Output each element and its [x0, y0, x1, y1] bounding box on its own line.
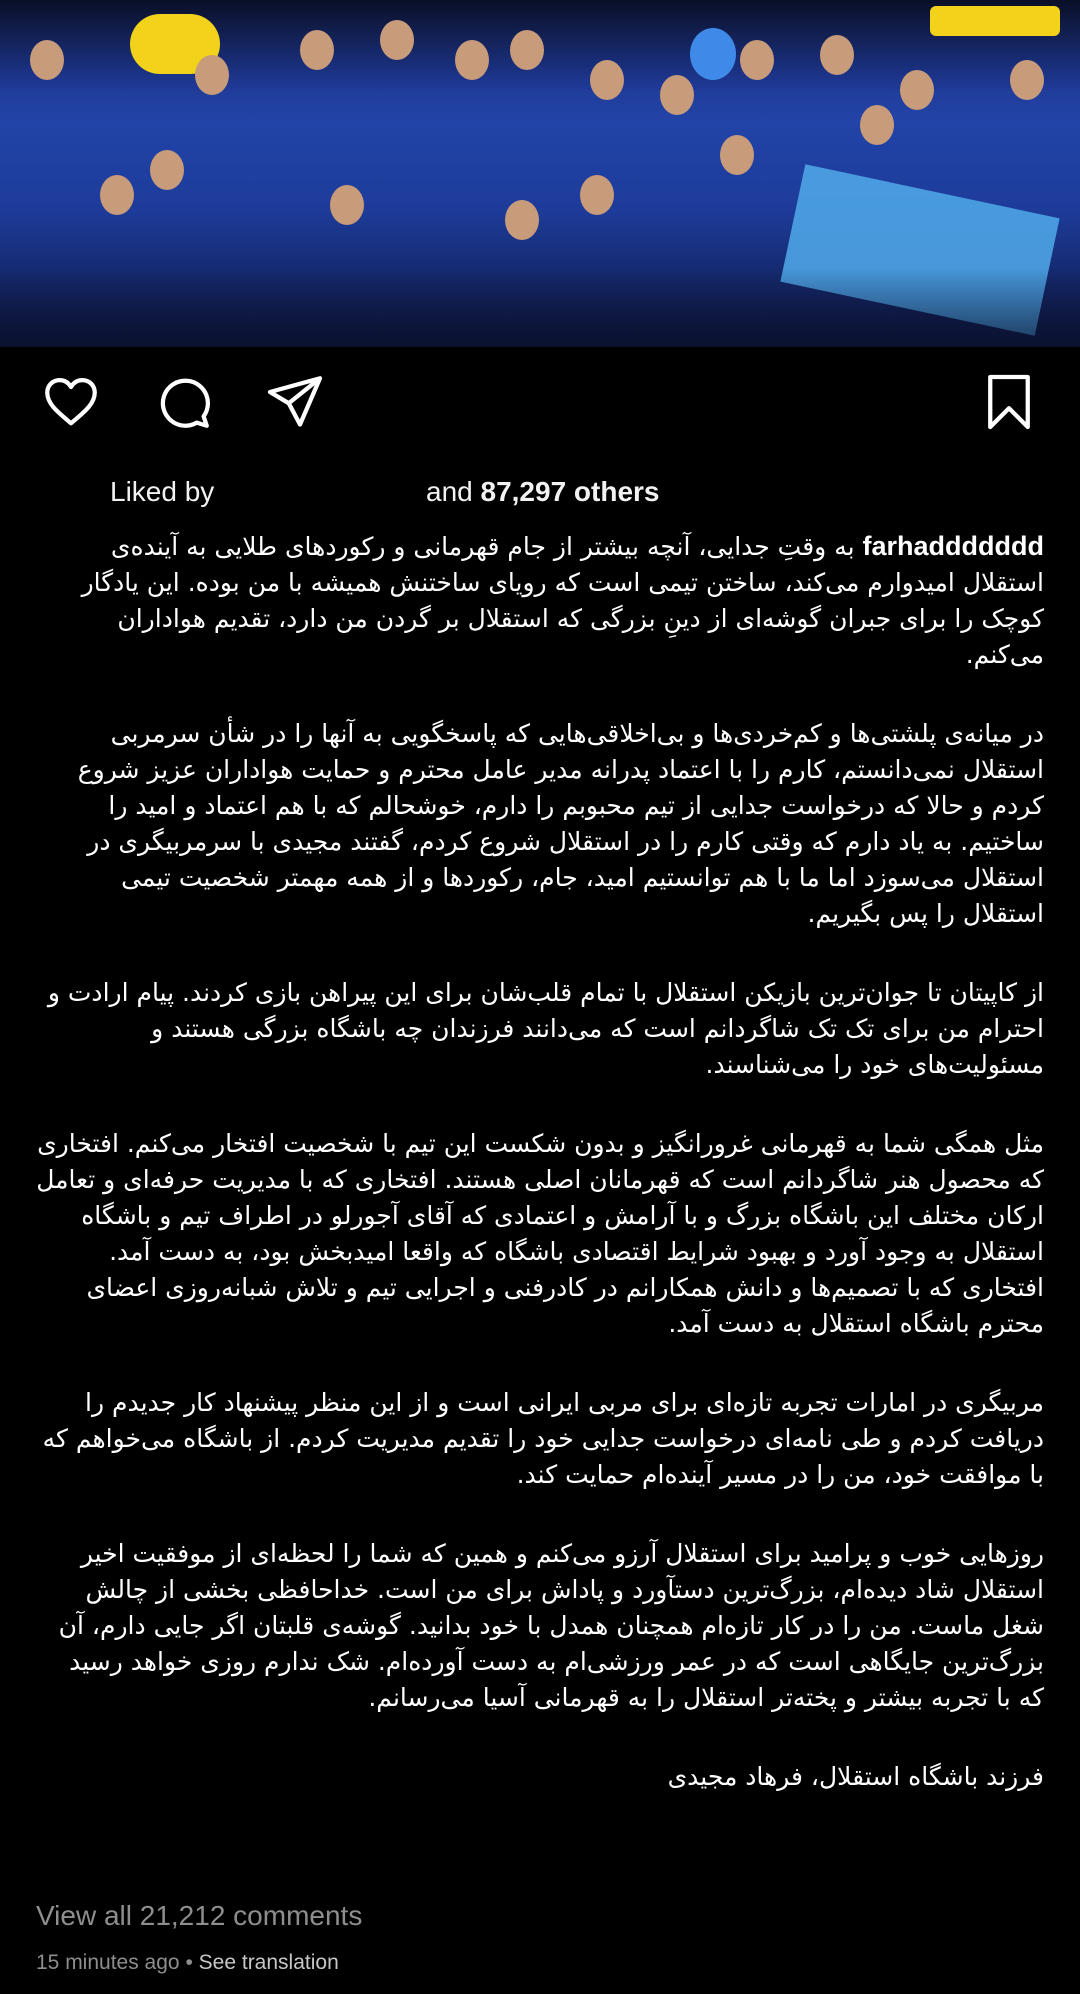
photo-shade — [0, 267, 1080, 347]
photo-person — [740, 40, 774, 80]
caption-paragraph: روزهایی خوب و پرامید برای استقلال آرزو می‌کنم و همین که شما را لحظه‌ای از موفقیت اخیر استقلال شاد دیده‌ام، بزرگ‌ترین دستآورد و پاداش برای من است. خداحافظی بخشی از چالش شغل ماست. من را در کار تازه‌ام همچنان همدل با خود بدانید. گوشه‌ی قلبتان اگر جایی دارم، آن بزرگ‌ترین جایگاهی است که در عمر ورزشی‌ام به دست آورده‌ام. شک ندارم روزی خواهد رسید که با تجربه بیشتر و پخته‌تر استقلال را به قهرمانی آسیا می‌رسانم. — [58, 1539, 1044, 1712]
photo-balloon — [690, 28, 736, 80]
meta-separator: • — [185, 1951, 193, 1974]
photo-person — [660, 75, 694, 115]
bookmark-icon — [979, 372, 1039, 432]
photo-person — [590, 60, 624, 100]
like-button[interactable] — [36, 367, 106, 437]
caption-paragraph: از کاپیتان تا جوان‌ترین بازیکن استقلال با تمام قلب‌شان برای این پیراهن بازی کردند. پیام ارادت و احترام من برای تک تک شاگردانم است که می‌دانند فرزندان چه باشگاه بزرگی هستند و مسئولیت‌های خود را می‌شناسند. — [47, 978, 1044, 1079]
save-button[interactable] — [974, 367, 1044, 437]
comment-bubble-icon — [153, 372, 213, 432]
caption-signature: فرزند باشگاه استقلال، فرهاد مجیدی — [667, 1762, 1044, 1791]
likes-others-count: 87,297 others — [480, 476, 660, 507]
caption-text: به وقتِ جدایی، آنچه بیشتر از جام قهرمانی و رکوردهای طلایی به آینده‌ی استقلال امیدوارم می‌کند، ساختن تیمی است که رویای ساختنش همیشه با من بوده. این یادگار کوچک را برای جبران گوشه‌ای از دینِ بزرگی که استقلال بر گردن من دارد، تقدیم هواداران می‌کنم. — [81, 532, 1044, 669]
photo-yellow-banner — [930, 6, 1060, 36]
photo-person — [300, 30, 334, 70]
likes-count[interactable] — [426, 476, 660, 508]
photo-person — [580, 175, 614, 215]
post-meta — [36, 1951, 339, 1975]
caption-paragraph — [36, 528, 1044, 673]
caption-paragraph: در میانه‌ی پلشتی‌ها و کم‌خردی‌ها و بی‌اخلاقی‌هایی که پاسخگویی به آنها را در شأن سرمربی استقلال نمی‌دانستم، کارم را با اعتماد پدرانه مدیر عامل محترم و حمایت هواداران عزیز شروع کردم و حالا که درخواست جدایی از تیم محبوبم را دارم، خوشحالم که با هم اعتماد و امید را ساختیم. به یاد دارم که وقتی کارم را در استقلال شروع کردم، گفتند مجیدی با سرمربیگری در استقلال می‌سوزد اما ما با هم توانستیم امید، جام، رکوردها و از همه مهمتر شخصیت تیمی استقلال را پس بگیریم. — [77, 719, 1044, 928]
post-timestamp: 15 minutes ago — [36, 1951, 180, 1974]
photo-person — [900, 70, 934, 110]
post-photo[interactable] — [0, 0, 1080, 347]
photo-person — [100, 175, 134, 215]
see-translation-link[interactable]: See translation — [198, 1951, 339, 1974]
photo-person — [455, 40, 489, 80]
photo-person — [820, 35, 854, 75]
caption-username[interactable]: farhaddddddd — [862, 531, 1044, 561]
caption-paragraph: مثل همگی شما به قهرمانی غرورانگیز و بدون شکست این تیم با شخصیت افتخار می‌کنم. افتخاری که محصول هنر شاگردانم است که قهرمانان اصلی هستند. افتخاری که با مدیریت حرفه‌ای و تعامل ارکان مختلف این باشگاه بزرگ و با آرامش و اعتمادی که آقای آجورلو در اطراف تیم و باشگاه استقلال به وجود آورد و بهبود شرایط اقتصادی باشگاه که واقعا امیدبخش بود، به دست آمد. افتخاری که با تصمیم‌ها و دانش همکارانم در کادرفنی و اجرایی تیم و تلاش شبانه‌روزی اعضای محترم باشگاه استقلال به دست آمد. — [36, 1129, 1044, 1338]
caption-paragraph: مربیگری در امارات تجربه تازه‌ای برای مربی ایرانی است و از این منظر پیشنهاد کار جدیدم را دریافت کردم و طی نامه‌ای درخواست جدایی خود را تقدیم مدیریت کردم. از باشگاه می‌خواهم که با موافقت خود، من را در مسیر آینده‌ام حمایت کند. — [42, 1388, 1044, 1489]
photo-person — [720, 135, 754, 175]
comment-button[interactable] — [148, 367, 218, 437]
post-action-bar — [0, 367, 1080, 447]
photo-person — [380, 20, 414, 60]
post-caption — [36, 528, 1044, 1838]
photo-person — [30, 40, 64, 80]
photo-person — [330, 185, 364, 225]
photo-person — [195, 55, 229, 95]
share-button[interactable] — [260, 367, 330, 437]
photo-person — [505, 200, 539, 240]
paper-plane-icon — [265, 372, 325, 432]
view-all-comments-link[interactable]: View all 21,212 comments — [36, 1900, 363, 1931]
likes-summary — [0, 468, 1080, 518]
liked-by-label: Liked by — [110, 476, 215, 507]
heart-icon — [41, 372, 101, 432]
likes-and-label: and — [426, 476, 473, 507]
photo-person — [510, 30, 544, 70]
photo-person — [150, 150, 184, 190]
photo-person — [1010, 60, 1044, 100]
photo-person — [860, 105, 894, 145]
